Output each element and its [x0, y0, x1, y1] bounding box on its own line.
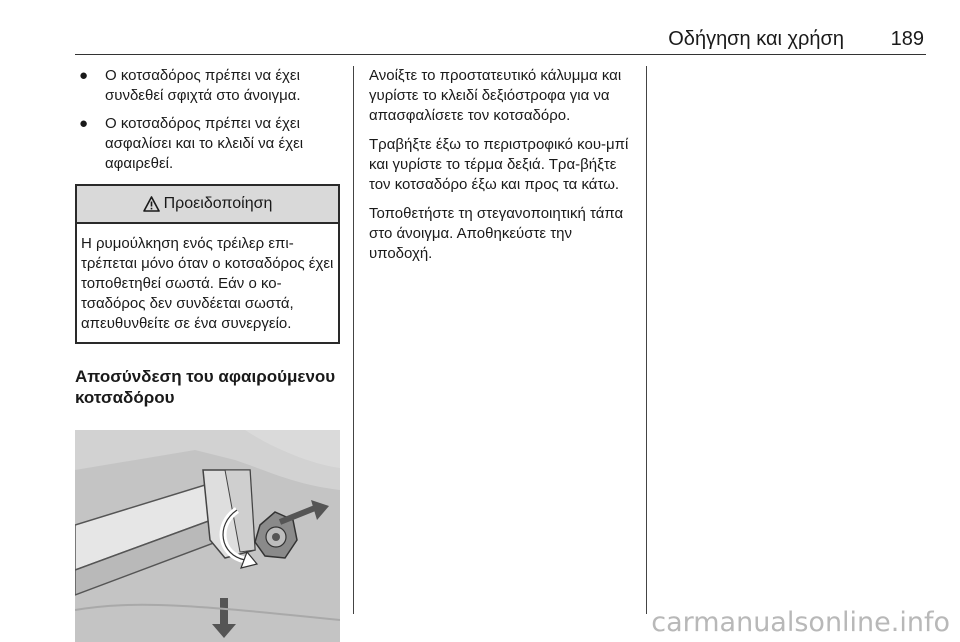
- warning-triangle-icon: [143, 196, 160, 212]
- paragraph: Τραβήξτε έξω το περιστροφικό κου-μπί και γυρίστε το τέρμα δεξιά. Τρα-βήξτε τον κοτσαδόρο έξω και προς τα κάτω.: [369, 136, 629, 193]
- paragraph: Τοποθετήστε τη στεγανοποιητική τάπα στο άνοιγμα. Αποθηκεύστε την υποδοχή.: [369, 205, 624, 262]
- bullet-dot-icon: ●: [79, 67, 89, 84]
- page-number: 189: [890, 28, 924, 50]
- trailer-hitch-illustration: [75, 430, 340, 642]
- bullet-item: [75, 114, 340, 174]
- bullet-text: Ο κοτσαδόρος πρέπει να έχει συνδεθεί σφιχτά στο άνοιγμα.: [105, 67, 301, 104]
- bullet-item: [75, 66, 340, 106]
- page-header: [75, 26, 926, 55]
- header-title: Οδήγηση και χρήση: [668, 28, 844, 50]
- warning-text: Η ρυμούλκηση ενός τρέιλερ επι-τρέπεται μόνο όταν ο κοτσαδόρος έχει τοποθετηθεί σωστά. Εάν ο κο-τσαδόρος δεν συνδέεται σωστά, απευθυνθείτε σε ένα συνεργείο.: [81, 235, 334, 332]
- warning-box: [75, 184, 340, 344]
- column-left: [75, 66, 340, 642]
- column-divider-left: [353, 66, 354, 614]
- warning-header: [77, 186, 338, 224]
- paragraph: Ανοίξτε το προστατευτικό κάλυμμα και γυρίστε το κλειδί δεξιόστροφα για να απασφαλίσετε τον κοτσαδόρο.: [369, 67, 622, 124]
- column-divider-right: [646, 66, 647, 614]
- section-title: Αποσύνδεση του αφαιρούμενου κοτσαδόρου: [75, 367, 336, 407]
- watermark: carmanualsonline.info: [651, 607, 950, 638]
- warning-title: Προειδοποίηση: [163, 195, 273, 212]
- bullet-dot-icon: ●: [79, 115, 89, 132]
- bullet-list: [75, 66, 340, 174]
- column-middle: [369, 66, 634, 273]
- bullet-text: Ο κοτσαδόρος πρέπει να έχει ασφαλίσει και το κλειδί να έχει αφαιρεθεί.: [105, 115, 304, 172]
